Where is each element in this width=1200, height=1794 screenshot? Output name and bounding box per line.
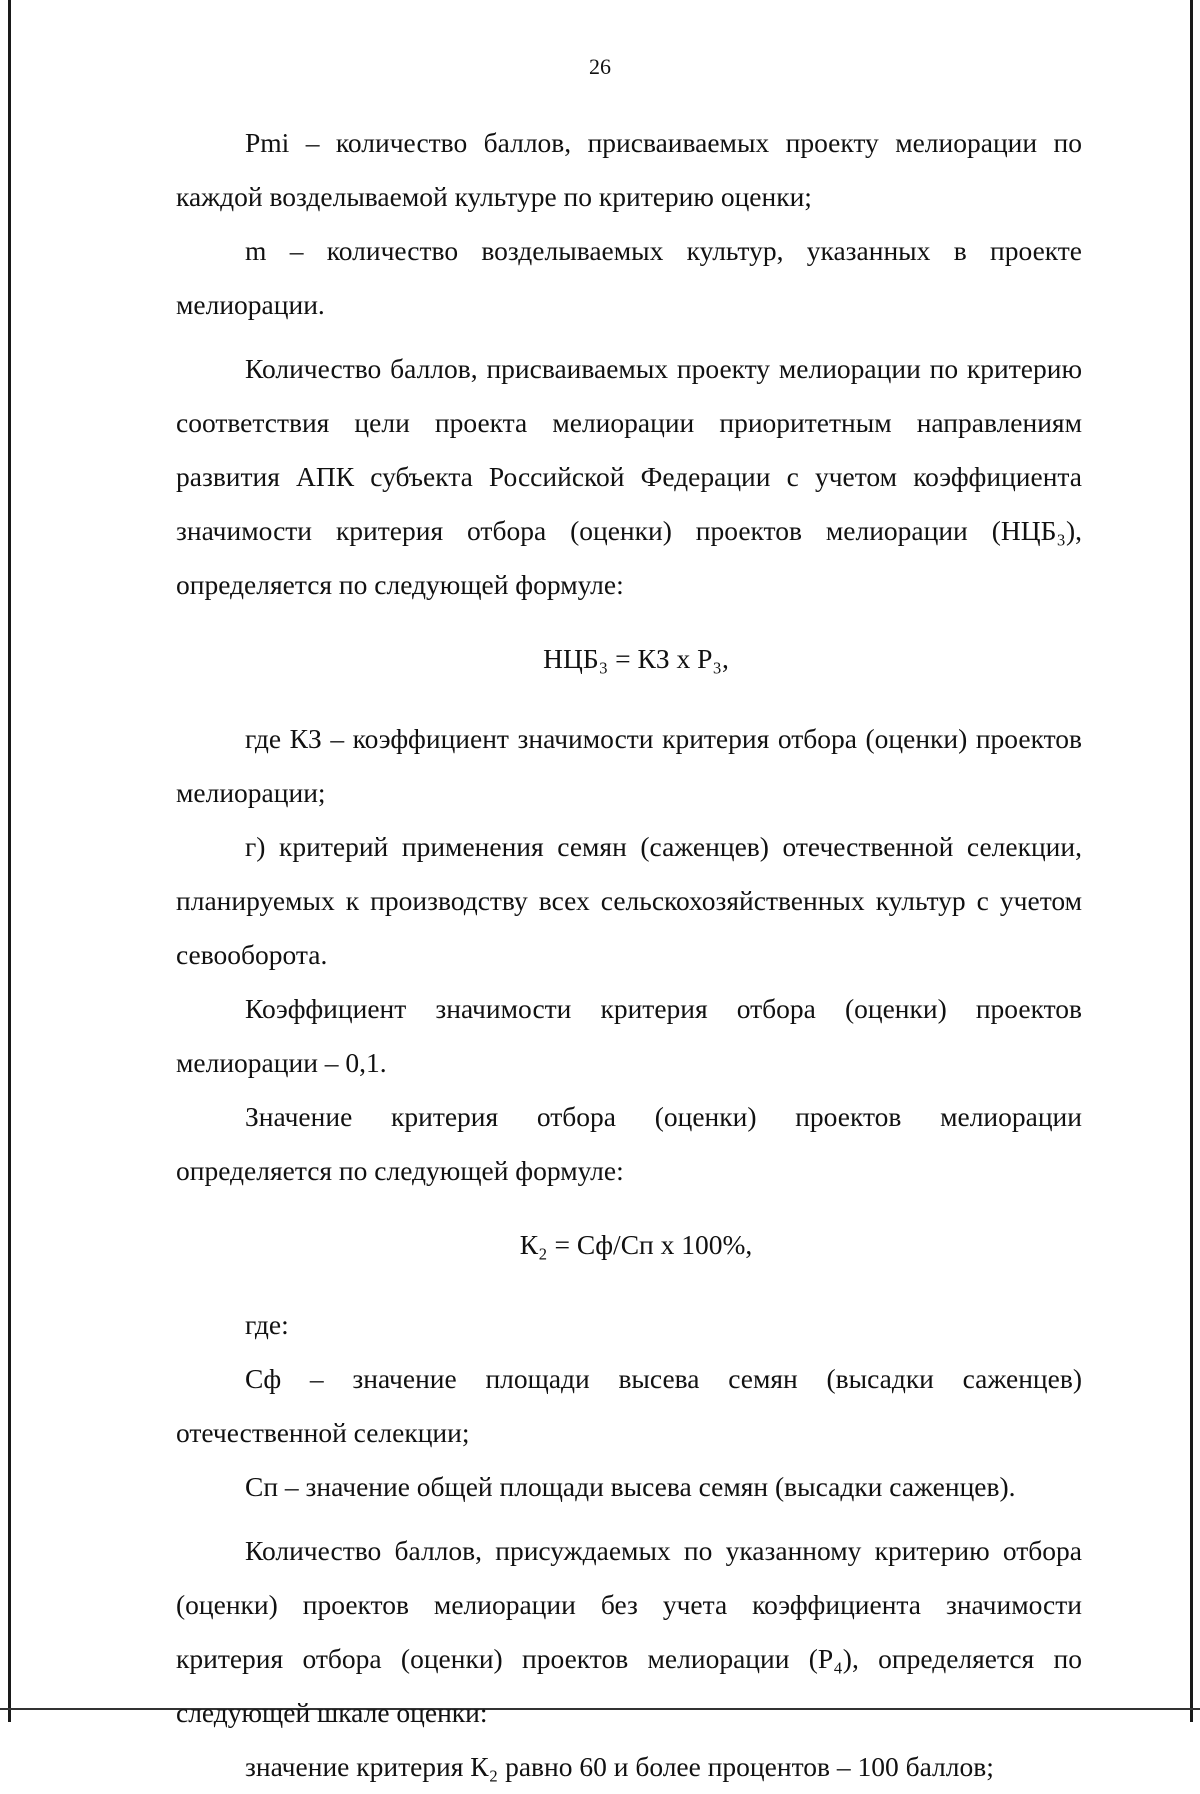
page-number: 26 [589,54,611,79]
paragraph-sp-definition: Сп – значение общей площади высева семян (высадки саженцев). [245,1471,1016,1502]
scan-edge-right [1190,0,1193,1722]
formula-ncb3: НЦБ₃ = КЗ х Р₃, [543,643,729,674]
paragraph-pmi-definition: Pmi – количество баллов, присваиваемых проекту мелиорации по каждой возделываемой культуре по критерию оценки; [176,127,1082,212]
paragraph-where: где: [245,1309,289,1340]
paragraph-kz-definition: где КЗ – коэффициент значимости критерия отбора (оценки) проектов мелиорации; [176,723,1082,808]
paragraph-criterion-g: г) критерий применения семян (саженцев) отечественной селекции, планируемых к производству всех сельскохозяйственных культур с учетом севооборота. [176,831,1082,970]
scan-edge-left [8,0,11,1722]
paragraph-scale-item-1: значение критерия К₂ равно 60 и более процентов – 100 баллов; [245,1751,994,1782]
paragraph-ncb3-intro: Количество баллов, присваиваемых проекту мелиорации по критерию соответствия цели проекта мелиорации приоритетным направлениям развития АПК субъекта Российской Федерации с учетом коэффициента значимости критерия отбора (оценки) проектов мелиорации (НЦБ₃), определяется по следующей формуле: [176,353,1082,600]
paragraph-coefficient: Коэффициент значимости критерия отбора (оценки) проектов мелиорации – 0,1. [176,993,1082,1078]
paragraph-sf-definition: Сф – значение площади высева семян (высадки саженцев) отечественной селекции; [176,1363,1082,1448]
paragraph-p4-scale-intro: Количество баллов, присуждаемых по указанному критерию отбора (оценки) проектов мелиорации без учета коэффициента значимости критерия отбора (оценки) проектов мелиорации (Р₄), определяется по следующей шкале оценки: [176,1535,1082,1728]
formula-k2: К₂ = Сф/Сп х 100%, [519,1229,753,1260]
document-body [176,116,1082,1794]
paragraph-value-intro: Значение критерия отбора (оценки) проектов мелиорации определяется по следующей формуле: [176,1101,1082,1186]
paragraph-m-definition: m – количество возделываемых культур, указанных в проекте мелиорации. [176,235,1082,320]
